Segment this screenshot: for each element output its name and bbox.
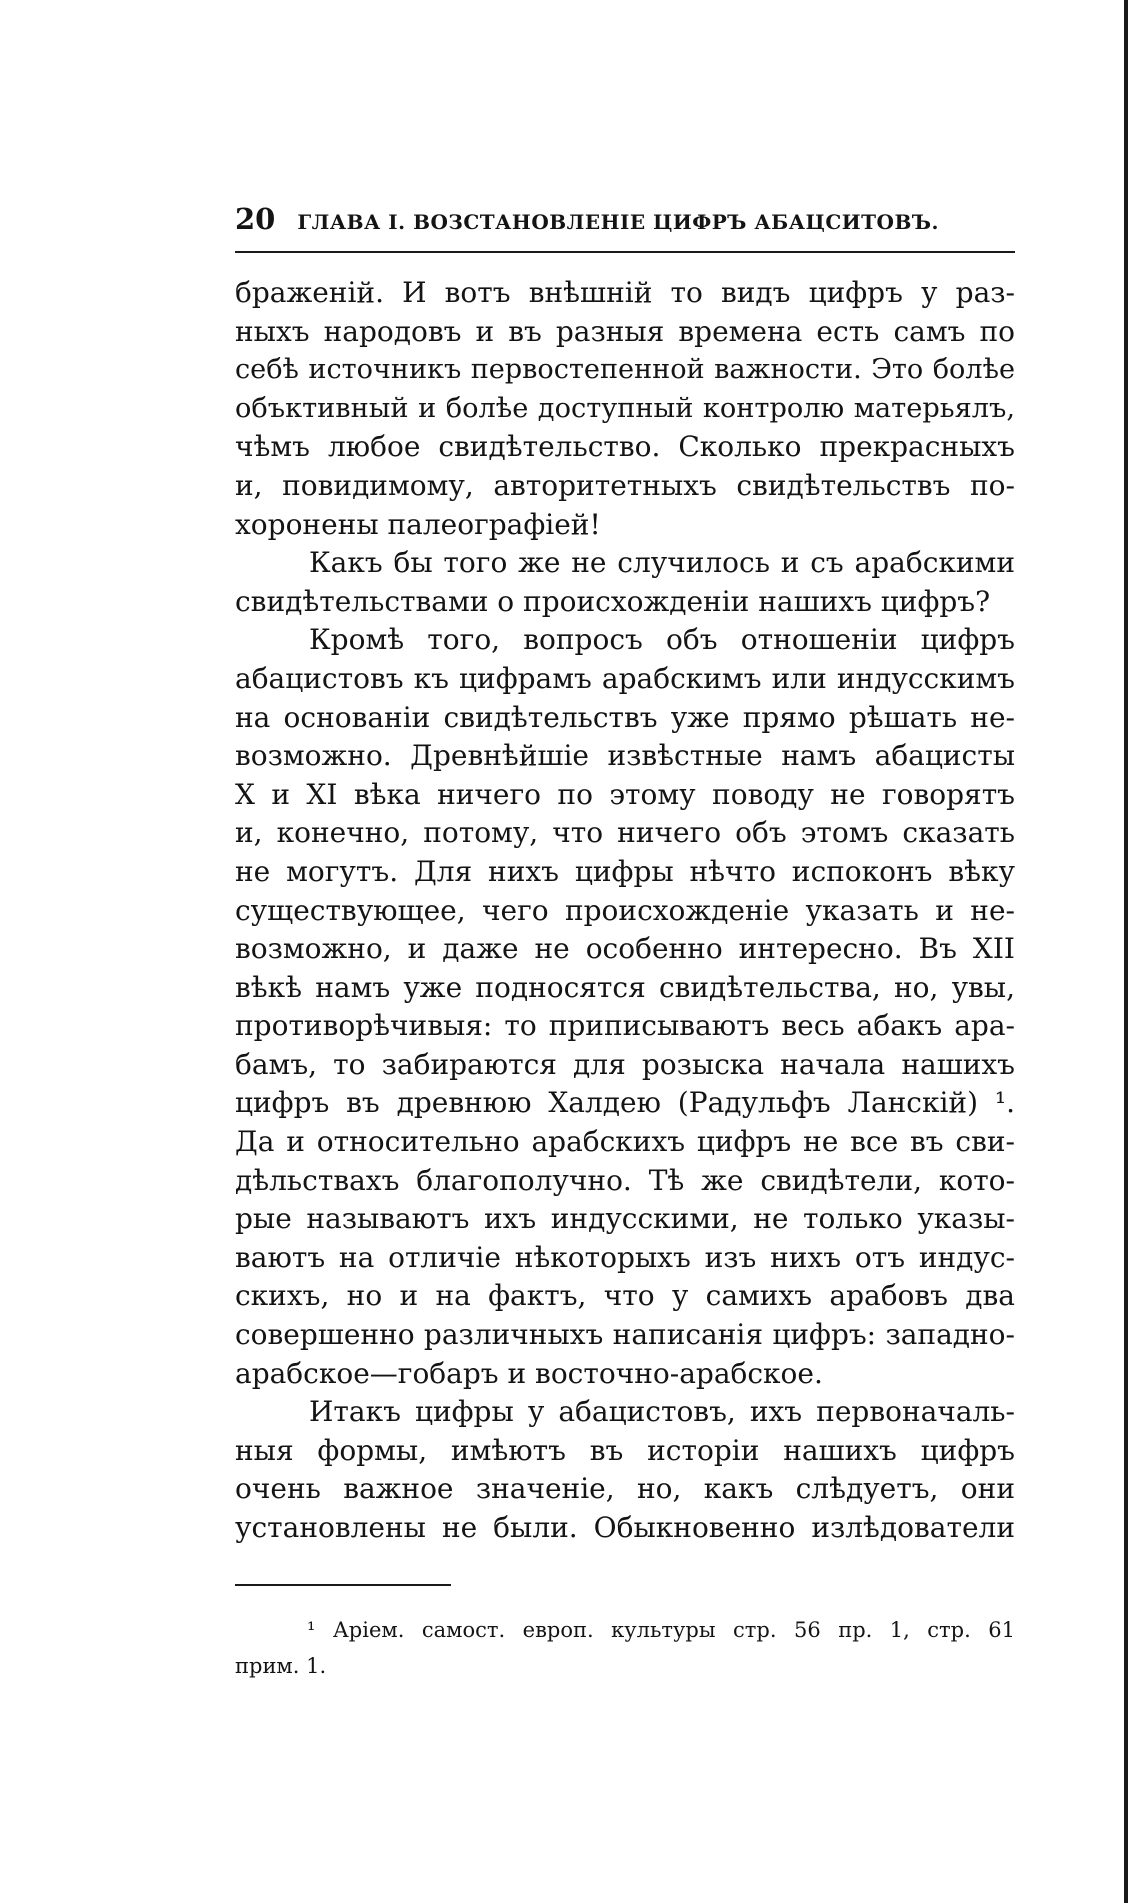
text-line: возможно, и даже не особенно интересно. Въ XII (235, 932, 1015, 966)
text-line: возможно. Древнѣйшіе извѣстные намъ абацисты (235, 739, 1015, 773)
text-line: ныя формы, имѣютъ въ исторіи нашихъ цифръ (235, 1433, 1015, 1467)
text-line: не могутъ. Для нихъ цифры нѣчто испоконъ вѣку (235, 854, 1015, 888)
text-line: бамъ, то забираются для розыска начала нашихъ (235, 1047, 1015, 1081)
text-line: и, конечно, потому, что ничего объ этомъ сказать (235, 816, 1015, 850)
text-line: цифръ въ древнюю Халдею (Радульфъ Ланскій) ¹. (235, 1086, 1015, 1120)
text-line: Какъ бы того же не случилось и съ арабскими (309, 546, 1015, 580)
text-line: абацистовъ къ цифрамъ арабскимъ или индусскимъ (235, 661, 1015, 695)
text-line: Итакъ цифры у абацистовъ, ихъ первоначаль- (309, 1395, 1015, 1429)
text-line: дѣльствахъ благополучно. Тѣ же свидѣтели, кото- (235, 1163, 1015, 1197)
text-line: скихъ, но и на фактъ, что у самихъ арабовъ два (235, 1279, 1015, 1313)
text-line: ваютъ на отличіе нѣкоторыхъ изъ нихъ отъ индус- (235, 1240, 1015, 1274)
text-line: Кромѣ того, вопросъ объ отношеніи цифръ (309, 623, 1015, 657)
text-line: X и XI вѣка ничего по этому поводу не говорятъ (235, 777, 1015, 811)
paragraph (235, 544, 1015, 621)
text-line: совершенно различныхъ написанія цифръ: западно- (235, 1318, 1015, 1352)
footnote-rule (235, 1584, 451, 1586)
text-line: арабское—гобаръ и восточно-арабское. (235, 1356, 823, 1390)
text-line: браженій. И вотъ внѣшній то видъ цифръ у раз- (235, 276, 1015, 309)
paragraph (235, 621, 1015, 1393)
running-header (235, 202, 1015, 246)
text-line: ныхъ народовъ и въ разныя времена есть самъ по (235, 314, 1015, 348)
text-line: установлены не были. Обыкновенно излѣдователи (235, 1511, 1015, 1544)
text-line: объктивный и болѣе доступный контролю матерьялъ, (235, 392, 1015, 424)
footnote-line: прим. 1. (235, 1654, 327, 1678)
paragraph (235, 274, 1015, 544)
text-line: на основаніи свидѣтельствъ уже прямо рѣшать не- (235, 700, 1015, 734)
main-text (235, 274, 1015, 1548)
text-line: свидѣтельствами о происхожденіи нашихъ цифръ? (235, 584, 991, 618)
text-line: себѣ источникъ первостепенной важности. Это болѣе (235, 354, 1015, 386)
paragraph (235, 1393, 1015, 1547)
page-number: 20 (235, 202, 276, 236)
text-line: хоронены палеографіей! (235, 507, 601, 541)
running-title: ГЛАВА I. ВОЗСТАНОВЛЕНІЕ ЦИФРЪ АБАЦСИТОВЪ. (297, 210, 939, 234)
text-line: вѣкѣ намъ уже подносятся свидѣтельства, но, увы, (235, 970, 1015, 1004)
footnotes (235, 1612, 1015, 1684)
text-line: противорѣчивыя: то приписываютъ весь абакъ ара- (235, 1009, 1015, 1043)
text-line: рые называютъ ихъ индусскими, не только указы- (235, 1202, 1015, 1236)
text-line: очень важное значеніе, но, какъ слѣдуетъ, они (235, 1472, 1015, 1506)
page-edge-line (1124, 0, 1128, 1903)
text-line: существующее, чего происхожденіе указать и не- (235, 893, 1015, 927)
footnote-line: ¹ Аріем. самост. европ. культуры стр. 56 пр. 1, стр. 61 (307, 1618, 1015, 1642)
text-line: Да и относительно арабскихъ цифръ не все въ сви- (235, 1125, 1015, 1159)
text-line: чѣмъ любое свидѣтельство. Сколько прекрасныхъ (235, 430, 1015, 464)
header-rule (235, 251, 1015, 253)
text-line: и, повидимому, авторитетныхъ свидѣтельствъ по- (235, 468, 1015, 502)
